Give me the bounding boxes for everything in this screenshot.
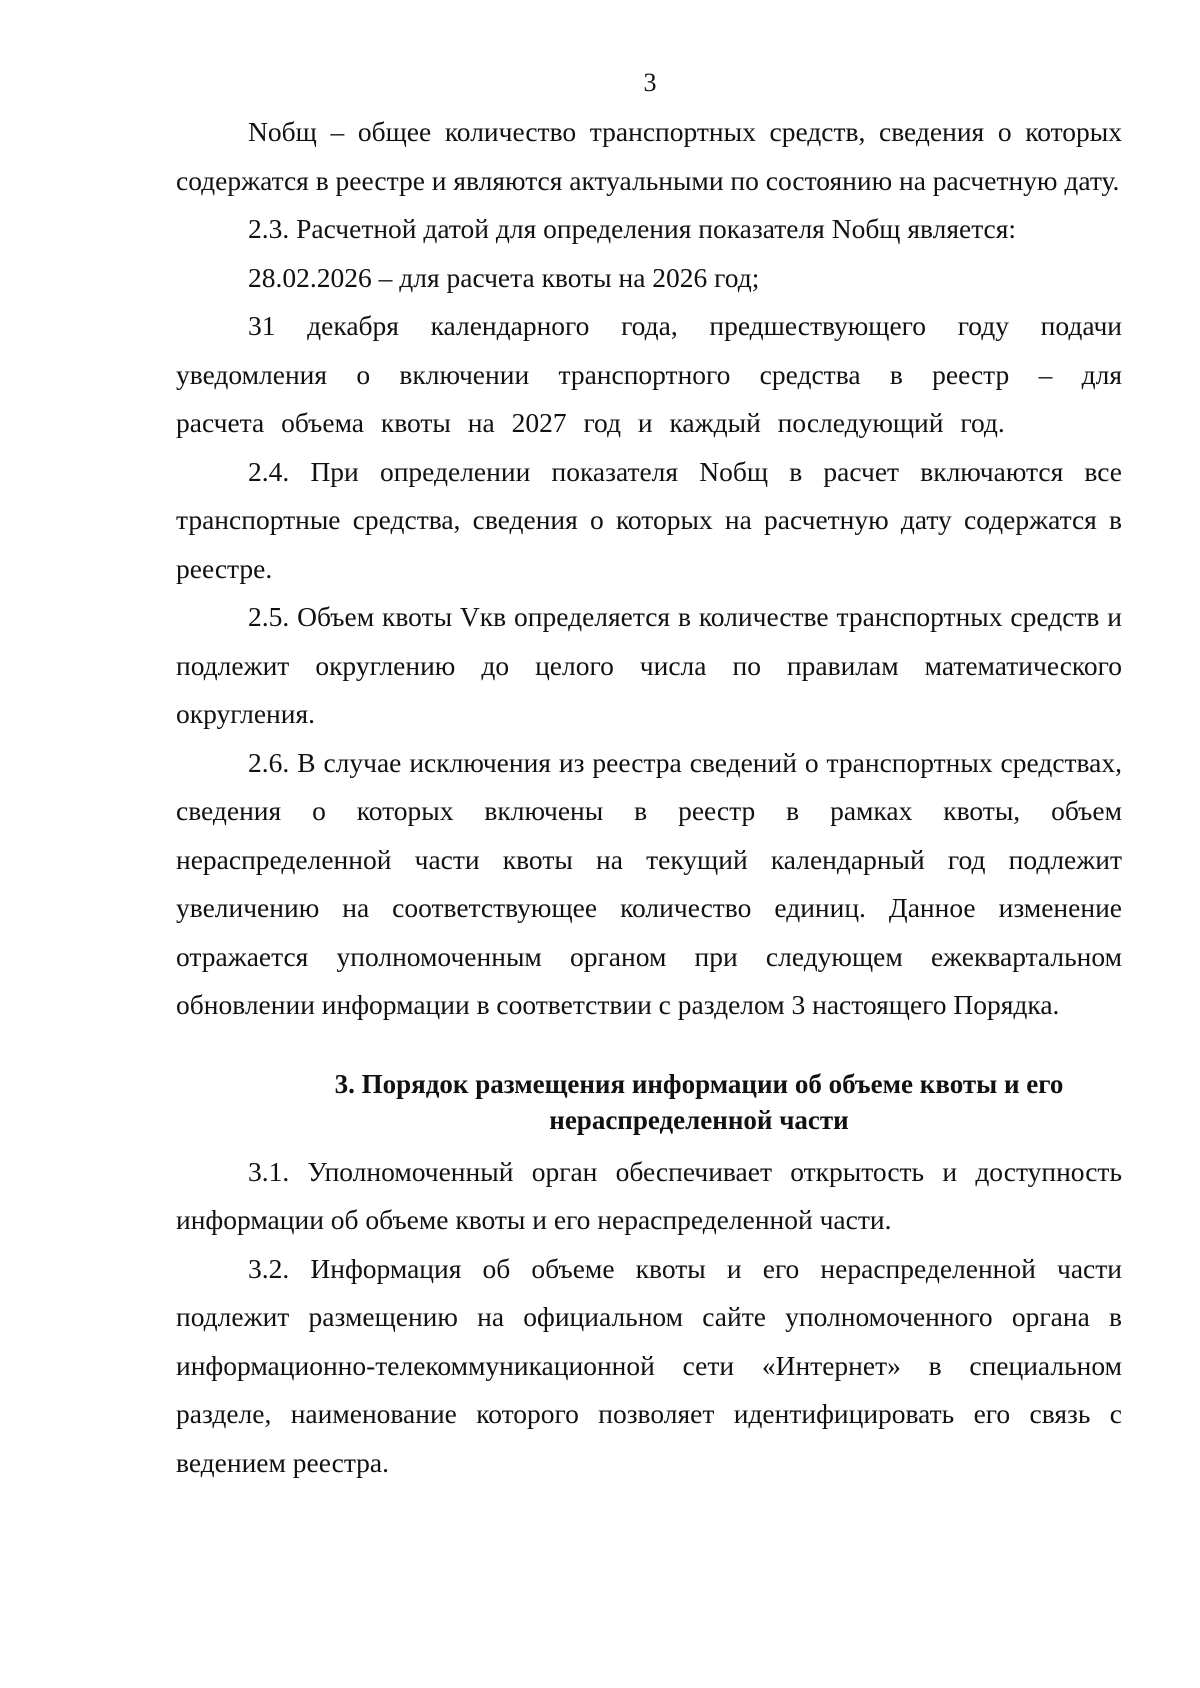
paragraph-date-december: 31 декабря календарного года, предшествующего году подачи уведомления о включении транспортного средства в реестр – для расчета объема квоты на 2027 год и каждый последующий год. <box>176 310 1122 438</box>
paragraph-2-6: 2.6. В случае исключения из реестра сведений о транспортных средствах, сведения о которых включены в реестр в рамках квоты, объем нераспределенной части квоты на текущий календарный год подлежит увеличению на соответствующее количество единиц. Данное изменение отражается уполномоченным органом при следующем ежеквартальном обновлении информации в соответствии с разделом 3 настоящего Порядка. <box>176 746 1122 1020</box>
section-3-heading-line-2: нераспределенной части <box>549 1104 849 1135</box>
document-body <box>176 108 1122 1487</box>
paragraph-2-4: 2.4. При определении показателя Nобщ в расчет включаются все транспортные средства, сведения о которых на расчетную дату содержатся в реестре. <box>176 455 1122 584</box>
paragraph-date-2026: 28.02.2026 – для расчета квоты на 2026 год; <box>248 261 760 293</box>
paragraph-2-5: 2.5. Объем квоты Vкв определяется в количестве транспортных средств и подлежит округлению до целого числа по правилам математического округления. <box>176 601 1122 729</box>
paragraph-3-2: 3.2. Информация об объеме квоты и его нераспределенной части подлежит размещению на официальном сайте уполномоченного органа в информационно-телекоммуникационной сети «Интернет» в специальном разделе, наименование которого позволяет идентифицировать его связь с ведением реестра. <box>176 1252 1122 1478</box>
paragraph-n-total-definition: Nобщ – общее количество транспортных средств, сведения о которых содержатся в реестре и являются актуальными по состоянию на расчетную дату. <box>176 116 1122 196</box>
section-3-heading <box>176 1066 1122 1138</box>
page-number: 3 <box>643 68 657 97</box>
paragraph-2-3: 2.3. Расчетной датой для определения показателя Nобщ является: <box>248 213 1017 244</box>
paragraph-3-1: 3.1. Уполномоченный орган обеспечивает открытость и доступность информации об объеме квоты и его нераспределенной части. <box>176 1155 1122 1235</box>
section-3-heading-line-1: 3. Порядок размещения информации об объеме квоты и его <box>334 1068 1064 1099</box>
